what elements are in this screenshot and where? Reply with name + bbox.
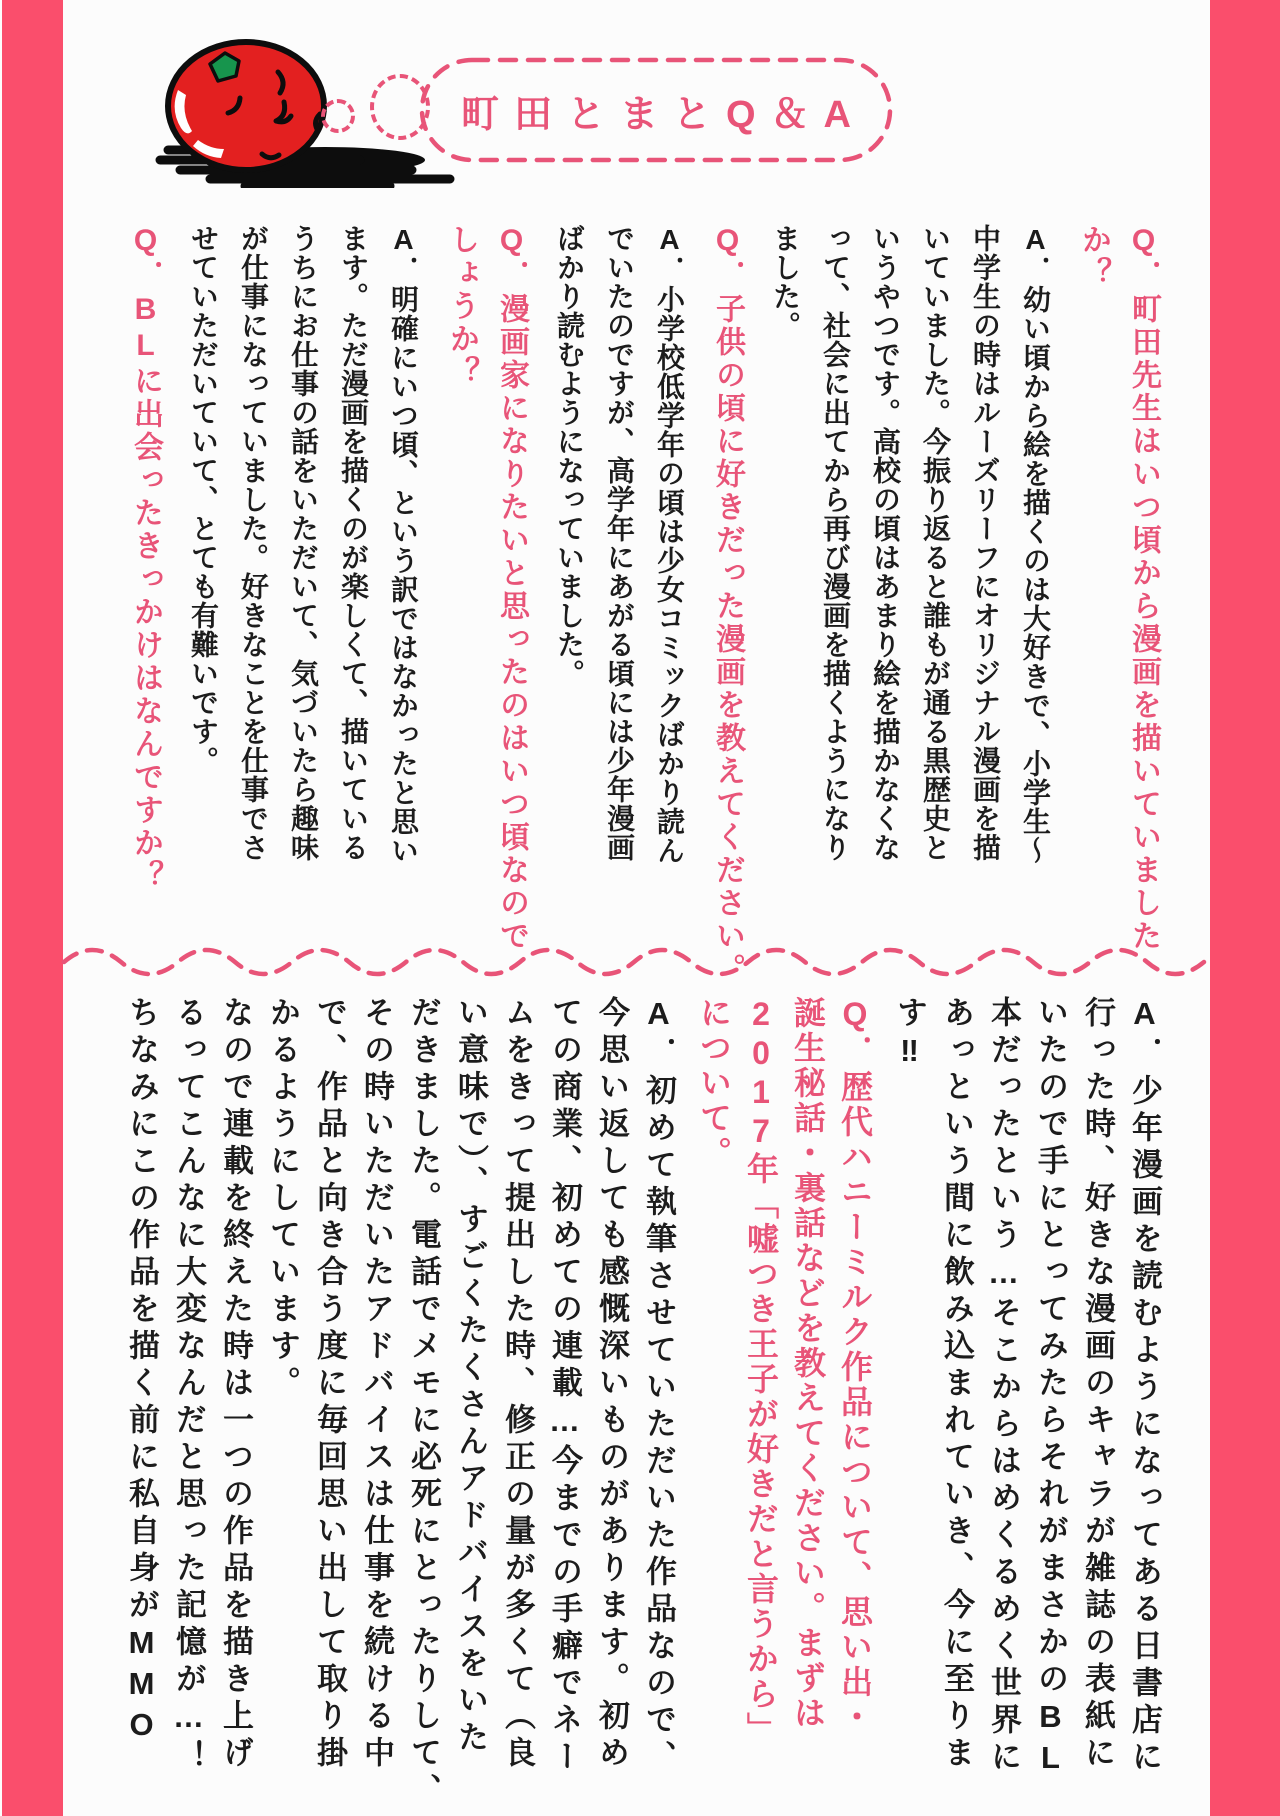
answer-column: ます。ただ漫画を描くのが楽しくて、描いている (338, 224, 369, 862)
question-column: 2017年「嘘つき王子が好きだと言うから」 (743, 996, 779, 1747)
answer-column: す‼ (892, 996, 927, 1074)
answer-column: A．少年漫画を読むようになってある日書店に (1127, 996, 1162, 1777)
question-column: か？ (1077, 224, 1110, 290)
question-group (120, 224, 170, 1024)
answer-column: A．初めて執筆させていただいた作品なので、 (641, 996, 676, 1777)
question-group (1068, 224, 1168, 1024)
thought-bubble-dot-icon (321, 99, 355, 133)
answer-column: ちなみにこの作品を描く前に私自身がMMO (124, 996, 159, 1748)
answer-column: だきました。電話でメモに必死にとったりして、 (406, 996, 441, 1810)
answer-group (886, 996, 1168, 1816)
answer-column: その時いただいたアドバイスは仕事を続ける中 (359, 996, 394, 1773)
answer-column: でいたのですが、高学年にあがる頃には少年漫画 (604, 224, 635, 862)
answer-column: あっという間に飲み込まれていき、今に至りま (939, 996, 974, 1773)
question-group (690, 996, 878, 1816)
question-column: Q．歴代ハニーミルク作品について、思い出・ (837, 996, 873, 1735)
answer-column: いていました。今振り返ると誰もが通る黒歴史と (920, 224, 951, 862)
answer-column: せていただいていて、とても有難いです。 (188, 224, 219, 775)
answer-column: るってこんなに大変なんだと思った記憶が…！ (171, 996, 206, 1777)
question-column: Q．BLに出会ったきっかけはなんですか？ (129, 224, 162, 893)
wavy-divider-icon (60, 926, 1212, 992)
answer-column: いたので手にとってみたらそれがまさかのBL (1033, 996, 1068, 1781)
question-group (702, 224, 752, 1024)
answer-column: うちにお仕事の話をいただいて、気づいたら趣味 (288, 224, 319, 862)
answer-column: 本だったという…そこからはめくるめく世界に (986, 996, 1021, 1777)
right-border-band (1210, 0, 1280, 1816)
question-group (436, 224, 536, 1024)
answer-column: 今思い返しても感慨深いものがあります。初め (594, 996, 629, 1773)
top-qa-section (112, 224, 1168, 1024)
answer-column: A．幼い頃から絵を描くのは大好きで、小学生〜 (1020, 224, 1051, 865)
left-border-band (2, 0, 63, 1816)
answer-column: が仕事になっていました。好きなことを仕事でさ (238, 224, 269, 862)
question-column: 誕生秘話・裏話などを教えてください。まずは (790, 996, 826, 1731)
answer-column: かるようにしています。 (265, 996, 300, 1403)
question-column: しょうか？ (445, 224, 478, 389)
answer-group (544, 224, 694, 1024)
answer-column: なので連載を終えた時は一つの作品を描き上げ (218, 996, 253, 1773)
answer-column: ムをきって提出した時、修正の量が多くて（良 (500, 996, 535, 1773)
title-bubble (418, 56, 894, 164)
answer-column: で、作品と向き合う度に毎回思い出して取り掛 (312, 996, 347, 1773)
answer-column: ばかり読むようになっていました。 (554, 224, 585, 688)
answer-column: いうやつです。高校の頃はあまり絵を描かなくな (870, 224, 901, 862)
answer-column: い意味で）、すごくたくさんアドバイスをいた (453, 996, 488, 1758)
question-column: Q．漫画家になりたいと思ったのはいつ頃なので (495, 224, 528, 953)
answer-column: A．小学校低学年の頃は少女コミックばかり読ん (654, 224, 685, 865)
answer-column: 行った時、好きな漫画のキャラが雑誌の表紙に (1080, 996, 1115, 1773)
answer-column: A．明確にいつ頃、という訳ではなかったと思い (388, 224, 419, 865)
answer-group (118, 996, 682, 1816)
answer-column: ました。 (770, 224, 801, 340)
answer-group (178, 224, 428, 1024)
answer-column: 中学生の時はルーズリーフにオリジナル漫画を描 (970, 224, 1001, 862)
answer-column: ての商業、初めての連載…今までの手癖でネー (547, 996, 582, 1777)
bottom-qa-section (110, 996, 1168, 1816)
answer-group (760, 224, 1060, 1024)
question-column: について。 (696, 996, 732, 1171)
page-title: 町田とまとQ＆A (460, 93, 866, 136)
question-column: Q．町田先生はいつ頃から漫画を描いていました (1127, 224, 1160, 953)
question-column: Q．子供の頃に好きだった漫画を教えてください。 (711, 224, 744, 986)
answer-column: って、社会に出てから再び漫画を描くようになり (820, 224, 851, 862)
